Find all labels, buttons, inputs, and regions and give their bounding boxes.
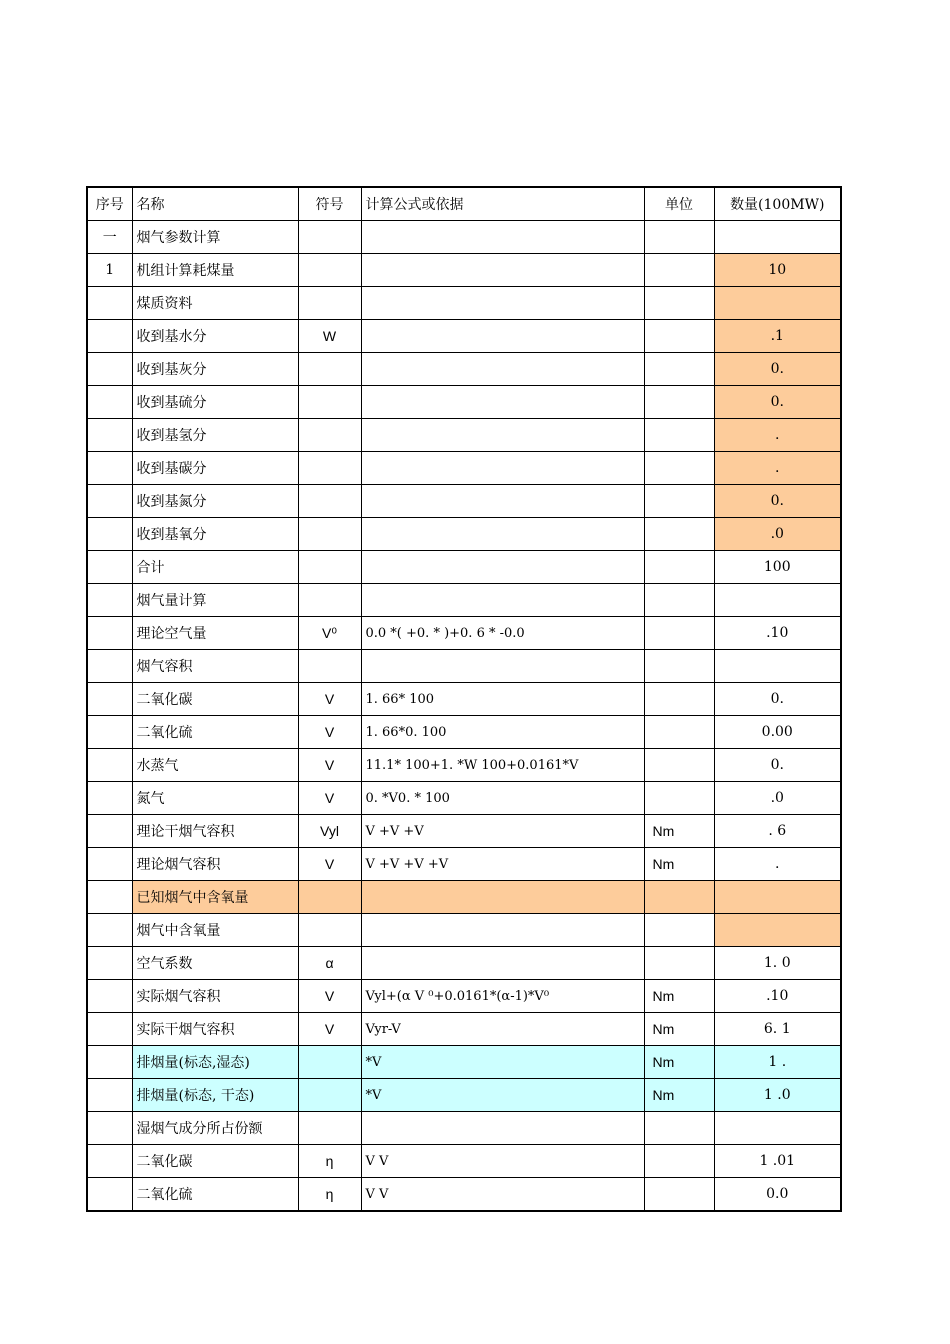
table-row	[87, 980, 841, 1013]
cell-symbol	[298, 518, 361, 551]
cell-quantity: .0	[714, 782, 841, 815]
cell-no	[87, 716, 132, 749]
table-row	[87, 881, 841, 914]
cell-no	[87, 551, 132, 584]
cell-name: 理论干烟气容积	[132, 815, 298, 848]
table-row	[87, 452, 841, 485]
cell-no	[87, 1145, 132, 1178]
cell-formula: 0.0 *( +0. * )+0. 6 * -0.0	[361, 617, 644, 650]
cell-quantity: 0.	[714, 749, 841, 782]
cell-quantity	[714, 287, 841, 320]
table-row	[87, 386, 841, 419]
header-quantity: 数量(100MW)	[714, 187, 841, 221]
cell-name: 烟气参数计算	[132, 221, 298, 254]
cell-formula	[361, 1112, 644, 1145]
cell-symbol: V	[298, 848, 361, 881]
header-row	[87, 187, 841, 221]
cell-name: 实际烟气容积	[132, 980, 298, 1013]
cell-unit: Nm	[644, 848, 714, 881]
cell-no	[87, 617, 132, 650]
table-row	[87, 650, 841, 683]
cell-quantity: 0.	[714, 353, 841, 386]
header-unit: 单位	[644, 187, 714, 221]
cell-unit: Nm	[644, 1079, 714, 1112]
table-row	[87, 584, 841, 617]
cell-symbol: V	[298, 980, 361, 1013]
cell-name: 湿烟气成分所占份额	[132, 1112, 298, 1145]
cell-unit	[644, 782, 714, 815]
cell-quantity: 0.0	[714, 1178, 841, 1212]
cell-name: 氮气	[132, 782, 298, 815]
cell-symbol: W	[298, 320, 361, 353]
cell-symbol	[298, 914, 361, 947]
cell-unit	[644, 221, 714, 254]
cell-name: 排烟量(标态,湿态)	[132, 1046, 298, 1079]
cell-no	[87, 419, 132, 452]
cell-no	[87, 320, 132, 353]
cell-unit	[644, 353, 714, 386]
cell-name: 水蒸气	[132, 749, 298, 782]
cell-quantity: . 6	[714, 815, 841, 848]
cell-unit	[644, 419, 714, 452]
cell-unit	[644, 1178, 714, 1212]
cell-symbol	[298, 254, 361, 287]
cell-unit	[644, 716, 714, 749]
cell-no	[87, 1046, 132, 1079]
cell-formula: 0. *V0. * 100	[361, 782, 644, 815]
table-row	[87, 320, 841, 353]
cell-unit	[644, 452, 714, 485]
header-symbol: 符号	[298, 187, 361, 221]
cell-formula	[361, 452, 644, 485]
cell-no	[87, 518, 132, 551]
cell-symbol	[298, 419, 361, 452]
cell-formula	[361, 287, 644, 320]
table-row	[87, 485, 841, 518]
cell-unit	[644, 914, 714, 947]
cell-unit: Nm	[644, 815, 714, 848]
cell-name: 理论烟气容积	[132, 848, 298, 881]
cell-symbol	[298, 551, 361, 584]
cell-no	[87, 1013, 132, 1046]
cell-no	[87, 980, 132, 1013]
cell-formula: V V	[361, 1178, 644, 1212]
cell-unit	[644, 485, 714, 518]
cell-no	[87, 650, 132, 683]
cell-name: 二氧化硫	[132, 1178, 298, 1212]
cell-quantity: 0.	[714, 485, 841, 518]
cell-quantity: 10	[714, 254, 841, 287]
cell-formula	[361, 386, 644, 419]
cell-unit	[644, 881, 714, 914]
cell-no	[87, 914, 132, 947]
cell-symbol	[298, 650, 361, 683]
cell-name: 二氧化硫	[132, 716, 298, 749]
table-row	[87, 518, 841, 551]
cell-quantity: 0.	[714, 386, 841, 419]
cell-formula	[361, 584, 644, 617]
cell-formula	[361, 881, 644, 914]
cell-name: 收到基灰分	[132, 353, 298, 386]
cell-name: 收到基氧分	[132, 518, 298, 551]
cell-formula	[361, 485, 644, 518]
cell-symbol: V	[298, 1013, 361, 1046]
cell-unit: Nm	[644, 1046, 714, 1079]
cell-formula: Vyl+(α V ⁰+0.0161*(α-1)*V⁰	[361, 980, 644, 1013]
cell-symbol	[298, 221, 361, 254]
cell-name: 已知烟气中含氧量	[132, 881, 298, 914]
header-no: 序号	[87, 187, 132, 221]
table-row	[87, 947, 841, 980]
cell-no	[87, 1112, 132, 1145]
cell-formula: V +V +V	[361, 815, 644, 848]
cell-symbol	[298, 881, 361, 914]
cell-unit	[644, 617, 714, 650]
cell-quantity: .0	[714, 518, 841, 551]
table-row	[87, 914, 841, 947]
cell-quantity: 1 .01	[714, 1145, 841, 1178]
cell-unit	[644, 1112, 714, 1145]
cell-symbol	[298, 1112, 361, 1145]
header-formula: 计算公式或依据	[361, 187, 644, 221]
cell-symbol	[298, 452, 361, 485]
cell-name: 理论空气量	[132, 617, 298, 650]
cell-no	[87, 353, 132, 386]
cell-unit	[644, 1145, 714, 1178]
cell-name: 收到基氢分	[132, 419, 298, 452]
cell-symbol	[298, 287, 361, 320]
header-name: 名称	[132, 187, 298, 221]
cell-symbol	[298, 1046, 361, 1079]
cell-formula: 1. 66*0. 100	[361, 716, 644, 749]
cell-formula	[361, 221, 644, 254]
cell-formula: 1. 66* 100	[361, 683, 644, 716]
cell-formula	[361, 518, 644, 551]
cell-no	[87, 815, 132, 848]
cell-symbol: α	[298, 947, 361, 980]
cell-symbol: V	[298, 683, 361, 716]
cell-unit	[644, 551, 714, 584]
cell-symbol: V⁰	[298, 617, 361, 650]
table-row	[87, 1112, 841, 1145]
cell-name: 实际干烟气容积	[132, 1013, 298, 1046]
cell-formula	[361, 419, 644, 452]
cell-unit: Nm	[644, 1013, 714, 1046]
cell-quantity: .	[714, 848, 841, 881]
cell-unit	[644, 518, 714, 551]
cell-no	[87, 749, 132, 782]
cell-no	[87, 1079, 132, 1112]
cell-formula	[361, 254, 644, 287]
cell-no	[87, 683, 132, 716]
cell-quantity: .	[714, 419, 841, 452]
cell-formula	[361, 650, 644, 683]
cell-name: 烟气容积	[132, 650, 298, 683]
cell-quantity	[714, 650, 841, 683]
cell-quantity: .10	[714, 980, 841, 1013]
cell-quantity: 0.	[714, 683, 841, 716]
cell-quantity: .	[714, 452, 841, 485]
cell-unit: Nm	[644, 980, 714, 1013]
table-row	[87, 551, 841, 584]
cell-quantity	[714, 914, 841, 947]
cell-name: 收到基碳分	[132, 452, 298, 485]
cell-symbol	[298, 386, 361, 419]
table-row	[87, 419, 841, 452]
cell-no	[87, 848, 132, 881]
table-row	[87, 1079, 841, 1112]
cell-quantity: 1 .0	[714, 1079, 841, 1112]
cell-symbol: V	[298, 782, 361, 815]
cell-no	[87, 386, 132, 419]
cell-name: 收到基水分	[132, 320, 298, 353]
cell-formula: *V	[361, 1046, 644, 1079]
cell-symbol	[298, 353, 361, 386]
cell-formula: *V	[361, 1079, 644, 1112]
cell-symbol: V	[298, 749, 361, 782]
cell-symbol: V	[298, 716, 361, 749]
cell-no: 一	[87, 221, 132, 254]
cell-quantity	[714, 584, 841, 617]
table-row	[87, 782, 841, 815]
table-row	[87, 749, 841, 782]
cell-no	[87, 1178, 132, 1212]
cell-symbol: η	[298, 1178, 361, 1212]
table-row	[87, 353, 841, 386]
cell-formula: Vyr-V	[361, 1013, 644, 1046]
cell-quantity: 1. 0	[714, 947, 841, 980]
cell-symbol	[298, 1079, 361, 1112]
table-row	[87, 815, 841, 848]
cell-no	[87, 584, 132, 617]
cell-formula: V V	[361, 1145, 644, 1178]
cell-formula: 11.1* 100+1. *W 100+0.0161*V	[361, 749, 644, 782]
cell-name: 煤质资料	[132, 287, 298, 320]
table-row	[87, 716, 841, 749]
cell-no	[87, 881, 132, 914]
cell-formula	[361, 947, 644, 980]
cell-no	[87, 452, 132, 485]
table-row	[87, 221, 841, 254]
table-row	[87, 617, 841, 650]
cell-unit	[644, 749, 714, 782]
cell-formula	[361, 320, 644, 353]
cell-symbol	[298, 584, 361, 617]
cell-unit	[644, 386, 714, 419]
cell-no	[87, 485, 132, 518]
cell-name: 收到基氮分	[132, 485, 298, 518]
cell-no	[87, 287, 132, 320]
table-row	[87, 254, 841, 287]
cell-unit	[644, 320, 714, 353]
cell-unit	[644, 650, 714, 683]
table-row	[87, 287, 841, 320]
cell-quantity: 1 .	[714, 1046, 841, 1079]
table-row	[87, 1013, 841, 1046]
cell-name: 二氧化碳	[132, 1145, 298, 1178]
cell-name: 二氧化碳	[132, 683, 298, 716]
cell-unit	[644, 683, 714, 716]
cell-unit	[644, 584, 714, 617]
cell-quantity	[714, 1112, 841, 1145]
table-row	[87, 848, 841, 881]
cell-quantity: 0.00	[714, 716, 841, 749]
table-row	[87, 1178, 841, 1212]
cell-name: 收到基硫分	[132, 386, 298, 419]
cell-unit	[644, 287, 714, 320]
cell-name: 烟气量计算	[132, 584, 298, 617]
cell-formula	[361, 551, 644, 584]
cell-symbol	[298, 485, 361, 518]
cell-name: 机组计算耗煤量	[132, 254, 298, 287]
table-row	[87, 1145, 841, 1178]
cell-quantity	[714, 221, 841, 254]
cell-quantity: 100	[714, 551, 841, 584]
cell-quantity: .1	[714, 320, 841, 353]
cell-no	[87, 782, 132, 815]
cell-formula	[361, 914, 644, 947]
cell-name: 空气系数	[132, 947, 298, 980]
cell-quantity: 6. 1	[714, 1013, 841, 1046]
cell-symbol: Vyl	[298, 815, 361, 848]
cell-symbol: η	[298, 1145, 361, 1178]
cell-unit	[644, 254, 714, 287]
cell-name: 烟气中含氧量	[132, 914, 298, 947]
cell-no: 1	[87, 254, 132, 287]
cell-unit	[644, 947, 714, 980]
cell-quantity	[714, 881, 841, 914]
cell-name: 合计	[132, 551, 298, 584]
cell-quantity: .10	[714, 617, 841, 650]
cell-formula	[361, 353, 644, 386]
cell-no	[87, 947, 132, 980]
coal-flue-gas-table	[86, 186, 842, 1212]
table-row	[87, 683, 841, 716]
cell-formula: V +V +V +V	[361, 848, 644, 881]
table-row	[87, 1046, 841, 1079]
cell-name: 排烟量(标态, 干态)	[132, 1079, 298, 1112]
